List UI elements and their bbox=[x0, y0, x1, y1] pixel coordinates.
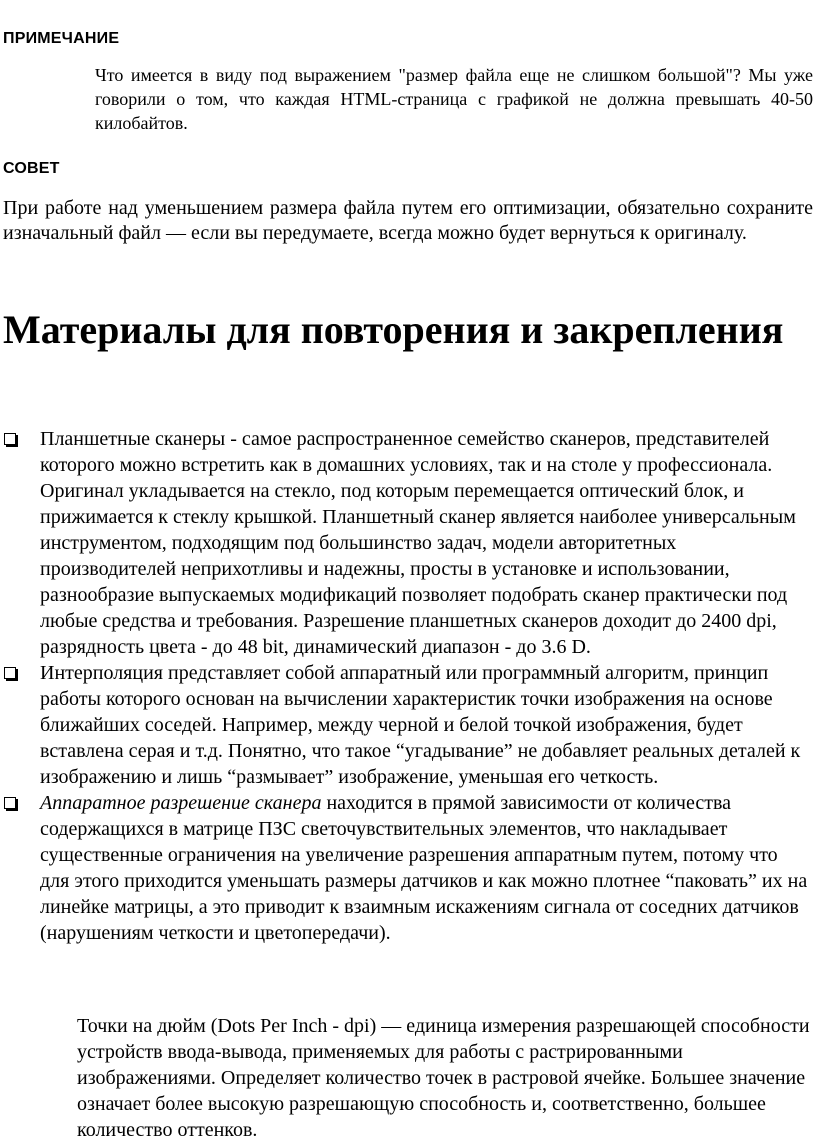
dpi-definition: Точки на дюйм (Dots Per Inch - dpi) — единица измерения разрешающей способности устройств ввода-вывода, применяемых для работы с растрированными изображениями. Определяет количество точек в растровой ячейке. Большее значение означает более высокую разрешающую способность и, соответственно, большее количество оттенков. bbox=[77, 1015, 810, 1141]
note-heading: ПРИМЕЧАНИЕ bbox=[3, 30, 120, 47]
list-item bbox=[0, 426, 810, 660]
list-item-text: Интерполяция представляет собой аппаратный или программный алгоритм, принцип работы которого основан на вычислении характеристик точки изображения на основе ближайших соседей. Например, между черной и белой точкой изображения, будет вставлена серая и т.д. Понятно, что такое “угадывание” не добавляет реальных деталей к изображению и лишь “размывает” изображение, уменьшая его четкость. bbox=[40, 662, 801, 788]
list-item-text: находится в прямой зависимости от количества содержащихся в матрице ПЗС светочувствительных элементов, что накладывает существенные ограничения на увеличение разрешения аппаратным путем, потому что для этого приходится уменьшать размеры датчиков и как можно плотнее “паковать” их на линейке матрицы, а это приводит к взаимным искажениям сигнала от соседних датчиков (нарушениям четкости и цветопередачи). bbox=[40, 792, 808, 944]
checkbox-bullet-icon bbox=[4, 433, 16, 445]
checkbox-bullet-icon bbox=[4, 667, 16, 679]
section-title: Материалы для повторения и закрепления bbox=[3, 307, 784, 352]
list-item bbox=[0, 790, 810, 946]
bullet-list bbox=[0, 426, 816, 946]
list-item-text: Планшетные сканеры - самое распространенное семейство сканеров, представителей которого можно встретить как в домашних условиях, так и на столе у профессионала. Оригинал укладывается на стекло, под которым перемещается оптический блок, и прижимается к стеклу крышкой. Планшетный сканер является наиболее универсальным инструментом, подходящим под большинство задач, модели авторитетных производителей неприхотливы и надежны, просты в установке и использовании, разнообразие выпускаемых модификаций позволяет подобрать сканер практически под любые средства и требования. Разрешение планшетных сканеров доходит до 2400 dpi, разрядность цвета - до 48 bit, динамический диапазон - до 3.6 D. bbox=[40, 428, 796, 658]
list-item-lead-term: Аппаратное разрешение сканера bbox=[40, 792, 322, 814]
checkbox-bullet-icon bbox=[4, 797, 16, 809]
tip-heading: СОВЕТ bbox=[3, 160, 60, 177]
tip-text: При работе над уменьшением размера файла путем его оптимизации, обязательно сохраните изначальный файл — если вы передумаете, всегда можно будет вернуться к оригиналу. bbox=[3, 197, 813, 244]
note-text: Что имеется в виду под выражением "размер файла еще не слишком большой"? Мы уже говорили о том, что каждая HTML-страница с графикой не должна превышать 40-50 килобайтов. bbox=[95, 65, 813, 133]
list-item bbox=[0, 660, 810, 790]
